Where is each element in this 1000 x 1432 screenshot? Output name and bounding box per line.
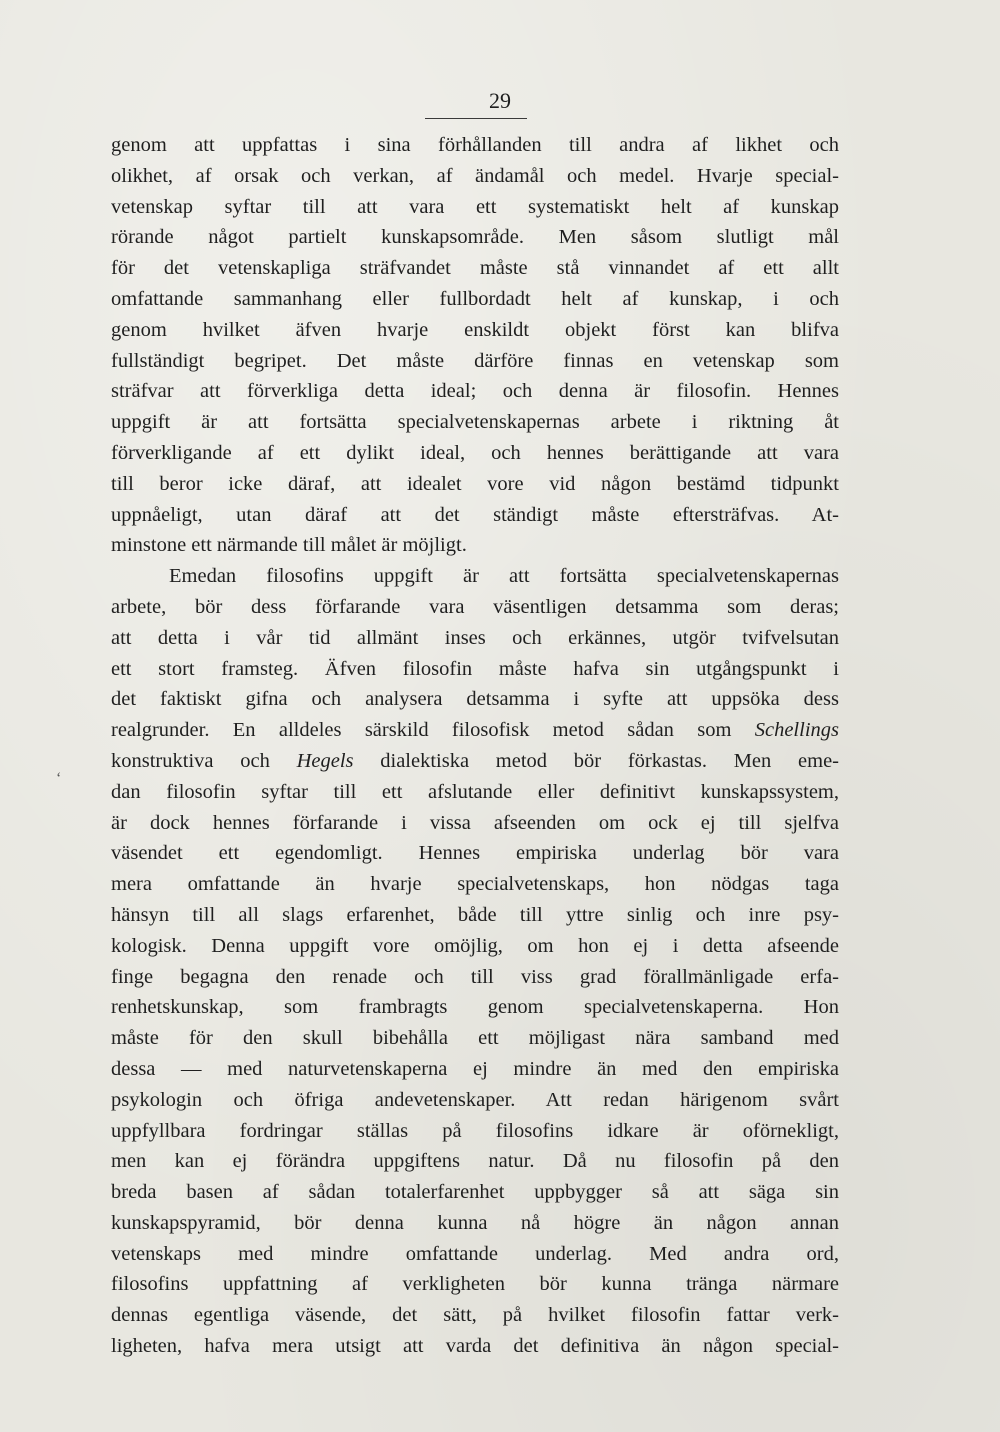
text-line: är dock hennes förfarande i vissa afseenden om ock ej till sjelfva: [111, 811, 839, 834]
text-line: måste för den skull bibehålla ett möjligast nära samband med: [111, 1027, 839, 1050]
text-line: vetenskaps med mindre omfattande underlag. Med andra ord,: [111, 1242, 839, 1265]
text-line: dan filosofin syftar till ett afslutande eller definitivt kunskapssystem,: [111, 780, 839, 803]
text-line: olikhet, af orsak och verkan, af ändamål och medel. Hvarje special-: [111, 164, 839, 187]
text-line: uppnåeligt, utan däraf att det ständigt måste eftersträfvas. At-: [111, 503, 839, 526]
text-line: kunskapspyramid, bör denna kunna nå högre än någon annan: [111, 1211, 839, 1234]
page-number-rule: [425, 118, 527, 119]
text-line: vetenskap syftar till att vara ett systematiskt helt af kunskap: [111, 195, 839, 218]
text-line: filosofins uppfattning af verkligheten bör kunna tränga närmare: [111, 1273, 839, 1296]
text-line: hänsyn till all slags erfarenhet, både till yttre sinlig och inre psy-: [111, 903, 839, 926]
text-line: rörande något partielt kunskapsområde. Men såsom slutligt mål: [111, 226, 839, 249]
text-line: att detta i vår tid allmänt inses och erkännes, utgör tvifvelsutan: [111, 626, 839, 649]
text-line: genom att uppfattas i sina förhållanden till andra af likhet och: [111, 134, 839, 156]
text-line: minstone ett närmande till målet är möjligt.: [111, 534, 467, 557]
italic-name: Hegels: [296, 749, 354, 772]
text-line: dennas egentliga väsende, det sätt, på hvilket filosofin fattar verk-: [111, 1304, 839, 1327]
page-number: 29: [489, 88, 511, 113]
text-line: breda basen af sådan totalerfarenhet uppbygger så att säga sin: [111, 1181, 839, 1204]
margin-mark: ʻ: [56, 770, 62, 787]
text-line: arbete, bör dess förfarande vara väsentligen detsamma som deras;: [111, 595, 839, 618]
body-text: [111, 130, 839, 1362]
text-line: det faktiskt gifna och analysera detsamma i syfte att uppsöka dess: [111, 688, 839, 711]
paragraph-1: [111, 130, 839, 561]
text-line: konstruktiva och Hegels dialektiska metod bör förkastas. Men eme-: [111, 749, 839, 772]
text-line: psykologin och öfriga andevetenskaper. Att redan härigenom svårt: [111, 1088, 839, 1111]
text-line: fullständigt begripet. Det måste därföre finnas en vetenskap som: [111, 349, 839, 372]
italic-name: Schellings: [754, 719, 839, 742]
text-line: realgrunder. En alldeles särskild filosofisk metod sådan som Schellings: [111, 719, 839, 742]
text-line: finge begagna den renade och till viss grad förallmänligade erfa-: [111, 965, 839, 988]
text-line: omfattande sammanhang eller fullbordadt helt af kunskap, i och: [111, 287, 839, 310]
text-line: uppfyllbara fordringar ställas på filosofins idkare är oförnekligt,: [111, 1119, 839, 1142]
text-line: renhetskunskap, som frambragts genom specialvetenskaperna. Hon: [111, 996, 839, 1019]
text-line: Emedan filosofins uppgift är att fortsätta specialvetenskapernas: [169, 565, 839, 588]
text-line: ligheten, hafva mera utsigt att varda det definitiva än någon special-: [111, 1335, 839, 1358]
text-line: men kan ej förändra uppgiftens natur. Då nu filosofin på den: [111, 1150, 839, 1173]
paragraph-2: [111, 561, 839, 1362]
text-line: dessa — med naturvetenskaperna ej mindre än med den empiriska: [111, 1057, 839, 1080]
text-line: genom hvilket äfven hvarje enskildt objekt först kan blifva: [111, 318, 839, 341]
text-line: för det vetenskapliga sträfvandet måste stå vinnandet af ett allt: [111, 257, 839, 280]
text-line: ett stort framsteg. Äfven filosofin måste hafva sin utgångspunkt i: [111, 657, 839, 680]
text-line: kologisk. Denna uppgift vore omöjlig, om hon ej i detta afseende: [111, 934, 839, 957]
text-line: mera omfattande än hvarje specialvetenskaps, hon nödgas taga: [111, 873, 839, 896]
text-line: sträfvar att förverkliga detta ideal; och denna är filosofin. Hennes: [111, 380, 839, 403]
text-line: till beror icke däraf, att idealet vore vid någon bestämd tidpunkt: [111, 472, 839, 495]
text-line: förverkligande af ett dylikt ideal, och hennes berättigande att vara: [111, 441, 839, 464]
text-line: uppgift är att fortsätta specialvetenskapernas arbete i riktning åt: [111, 411, 839, 434]
text-line: väsendet ett egendomligt. Hennes empiriska underlag bör vara: [111, 842, 839, 865]
